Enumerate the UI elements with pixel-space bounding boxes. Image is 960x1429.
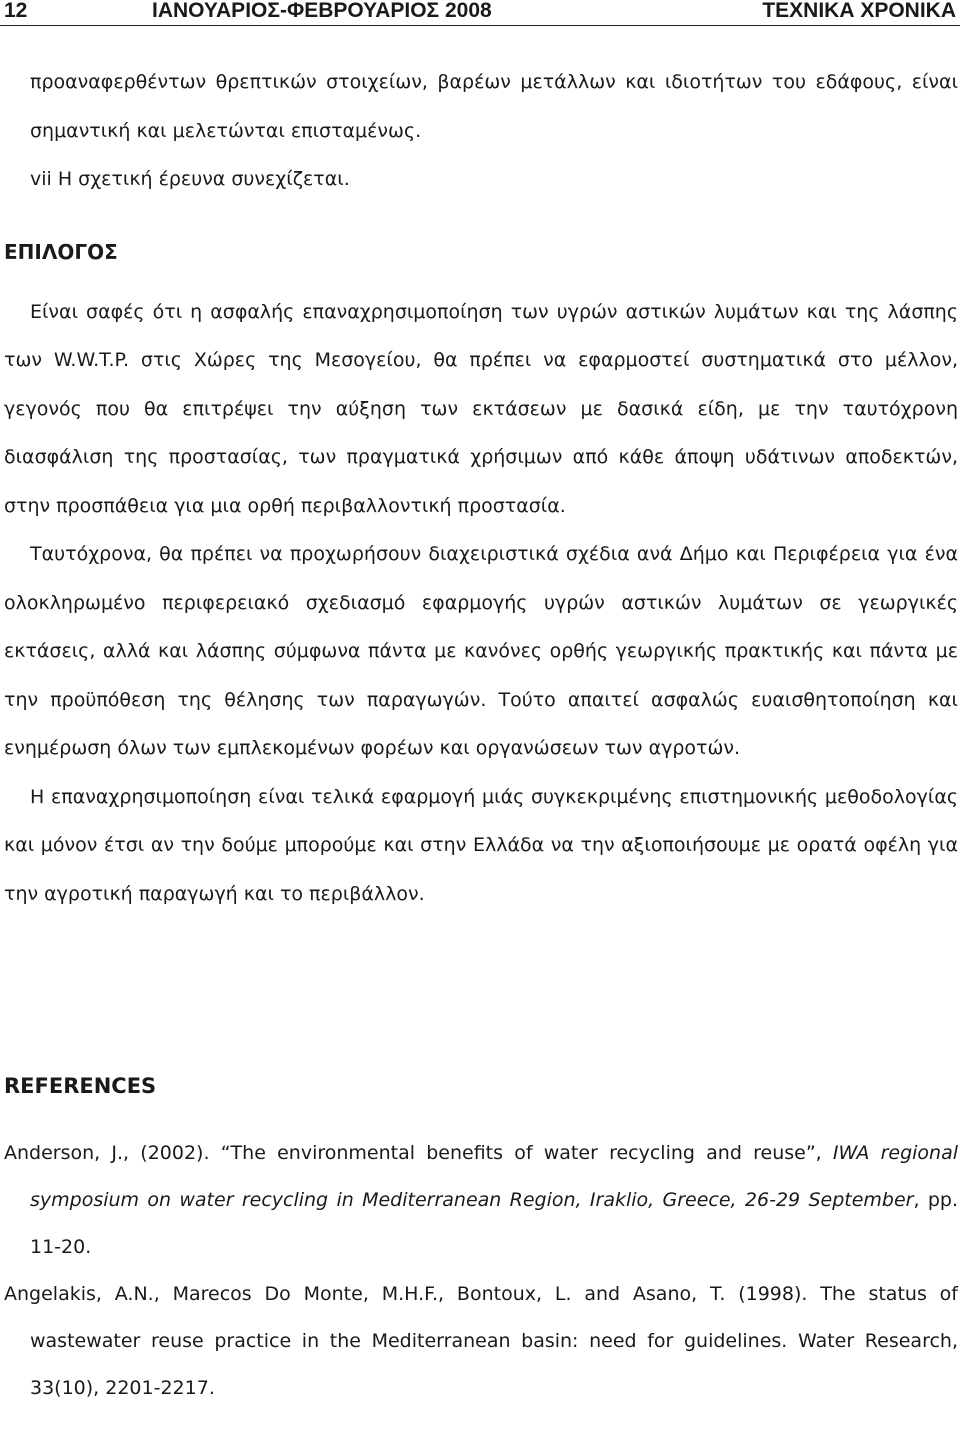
reference-article: The status of wastewater reuse practice in the Mediterranean basin: need for guidelines.: [30, 1283, 958, 1352]
page-number: 12: [4, 0, 28, 22]
reference-item: [4, 1130, 958, 1271]
reference-venue: IWA regional symposium on water recycling in Mediterranean Region, Iraklio, Greece, 26-29 September: [30, 1142, 958, 1211]
reference-authors: Anderson, J., (2002).: [4, 1142, 221, 1164]
section-title-epilogue: ΕΠΙΛΟΓΟΣ: [4, 239, 118, 264]
references-title: REFERENCES: [4, 1074, 157, 1098]
epilogue-paragraph-1: Είναι σαφές ότι η ασφαλής επαναχρησιμοποίηση των υγρών αστικών λυμάτων και της λάσπης των W.W.T.P. στις Χώρες της Μεσογείου, θα πρέπει να εφαρμοστεί συστηματικά στο μέλλον, γεγονός που θα επιτρέψει την αύξηση των εκτάσεων με δασικά είδη, με την ταυτόχρονη διασφάλιση της προστασίας, των πραγματικά χρήσιμων από κάθε άποψη υδάτινων αποδεκτών, στην προσπάθεια για μια ορθή περιβαλλοντική προστασία.: [4, 300, 958, 517]
epilogue-paragraph-2: Ταυτόχρονα, θα πρέπει να προχωρήσουν διαχειριστικά σχέδια ανά Δήμο και Περιφέρεια για ένα ολοκληρωμένο περιφερειακό σχεδιασμό εφαρμογής υγρών αστικών λυμάτων σε γεωργικές εκτάσεις, αλλά και λάσπης σύμφωνα πάντα με κανόνες ορθής γεωργικής πρακτικής και πάντα με την προϋπόθεση της θέλησης των παραγωγών. Τούτο απαιτεί ασφαλώς ευαισθητοποίηση και ενημέρωση όλων των εμπλεκομένων φορέων και οργανώσεων των αγροτών.: [4, 543, 958, 759]
epilogue-paragraph-3: Η επαναχρησιμοποίηση είναι τελικά εφαρμογή μιάς συγκεκριμένης επιστημονικής μεθοδολογίας και μόνον έτσι αν την δούμε μπορούμε και στην Ελλάδα να την αξιοποιήσουμε με ορατά οφέλη για την αγροτική παραγωγή και το περιβάλλον.: [4, 785, 958, 905]
journal-title: ΤΕΧΝΙΚΑ ΧΡΟΝΙΚΑ: [762, 0, 956, 22]
reference-article: “The environmental benefits of water recycling and reuse”,: [220, 1142, 833, 1164]
reference-item: [4, 1271, 958, 1412]
reference-source: Water Research, 33(10), 2201-2217.: [30, 1330, 958, 1399]
reference-authors: Angelakis, A.N., Marecos Do Monte, M.H.F., Bontoux, L. and Asano, T. (1998).: [4, 1283, 821, 1305]
page-content: [4, 58, 958, 1412]
issue-date: ΙΑΝΟΥΑΡΙΟΣ-ΦΕΒΡΟΥΑΡΙΟΣ 2008: [152, 0, 492, 22]
note-vii: vii Η σχετική έρευνα συνεχίζεται.: [30, 168, 350, 190]
reference-pages: , pp. 11-20.: [30, 1189, 958, 1258]
intro-paragraph: προαναφερθέντων θρεπτικών στοιχείων, βαρέων μετάλλων και ιδιοτήτων του εδάφους, είναι σημαντική και μελετώνται επισταμένως.: [30, 71, 958, 142]
running-header: [0, 0, 960, 26]
